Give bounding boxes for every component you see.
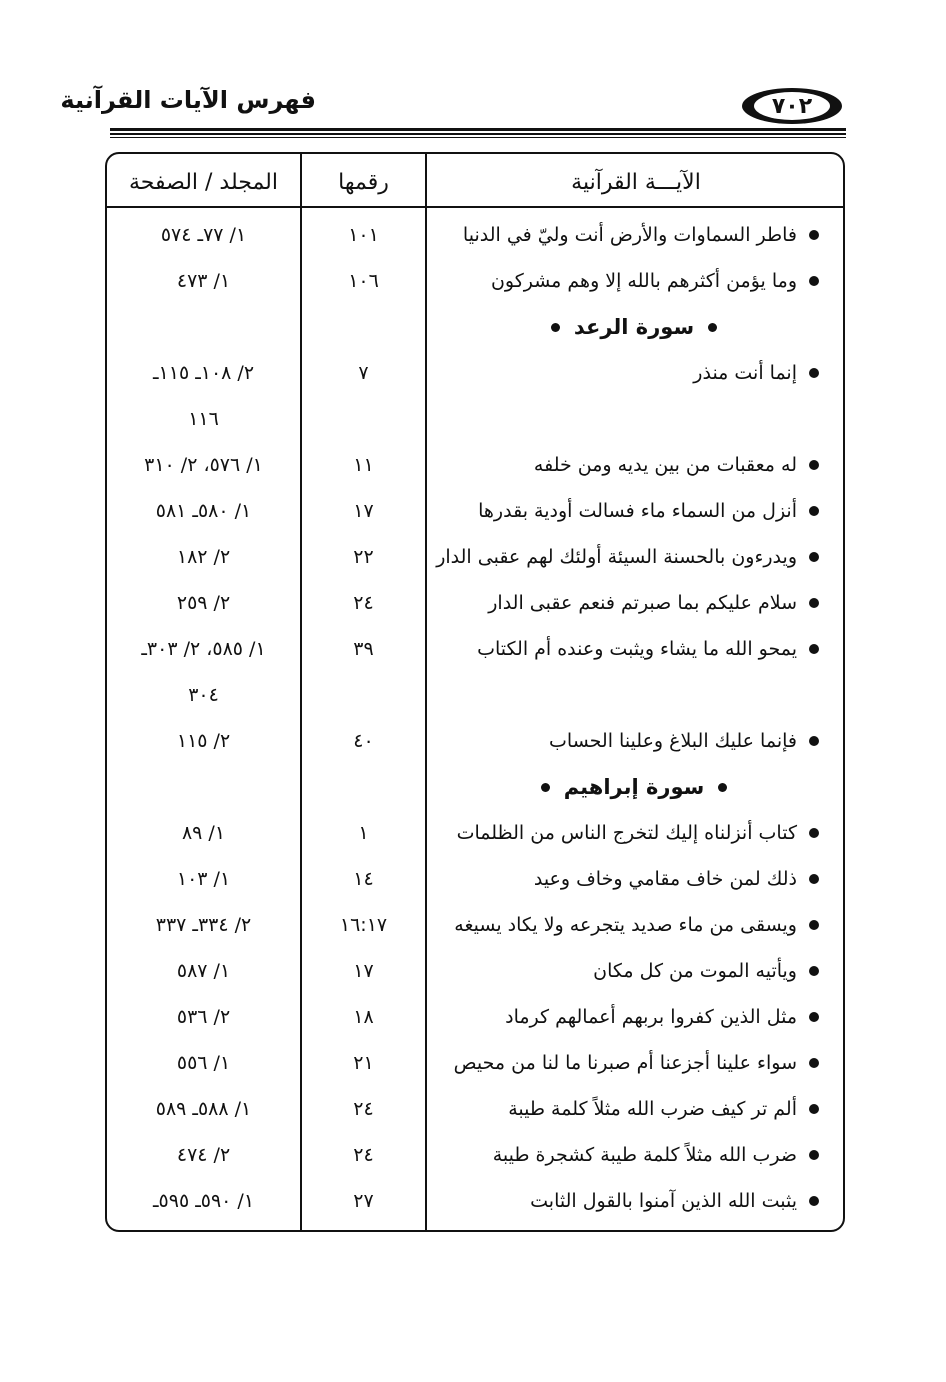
verse-text: سواء علينا أجزعنا أم صبرنا ما لنا من محيص: [453, 1052, 797, 1074]
header-divider: [107, 206, 843, 208]
table-row: [107, 442, 843, 488]
bullet-icon: [809, 874, 819, 884]
verse-number: ٢٧: [353, 1190, 374, 1212]
surah-title-text: سورة إبراهيم: [563, 775, 705, 799]
verse-cell: [427, 534, 841, 580]
volume-page-ref: ١١٦: [188, 408, 219, 430]
verse-cell: [427, 1040, 841, 1086]
verse-text: يثبت الله الذين آمنوا بالقول الثابت: [530, 1190, 797, 1212]
verse-number: ١١: [353, 454, 374, 476]
bullet-icon: [809, 966, 819, 976]
bullet-icon: [809, 828, 819, 838]
column-header-volume-page: المجلد / الصفحة: [129, 169, 278, 195]
verse-number: ١٦:١٧: [339, 914, 388, 936]
page-number: ٧٠٢: [771, 93, 813, 119]
bullet-icon: [809, 1012, 819, 1022]
volume-page-ref: ١/ ٥٨٧: [176, 960, 231, 982]
bullet-icon: [551, 323, 560, 332]
verse-text: كتاب أنزلناه إليك لتخرج الناس من الظلمات: [456, 822, 797, 844]
verse-number: ٢١: [353, 1052, 374, 1074]
bullet-icon: [809, 368, 819, 378]
column-header-number: رقمها: [338, 169, 389, 195]
verse-number: ١٠٦: [348, 270, 379, 292]
verse-cell: [427, 1178, 841, 1224]
bullet-icon: [809, 460, 819, 470]
volume-page-ref: ٢/ ١٠٨ـ ١١٥ـ: [152, 362, 255, 384]
surah-title: [427, 304, 841, 350]
volume-page-ref: ٢/ ٥٣٦: [176, 1006, 231, 1028]
volume-page-ref: ٢/ ٤٧٤: [176, 1144, 231, 1166]
table-row: [107, 948, 843, 994]
bullet-icon: [809, 230, 819, 240]
volume-page-ref: ١/ ٥٧٦، ٢/ ٣١٠: [144, 454, 263, 476]
verse-text: سلام عليكم بما صبرتم فنعم عقبى الدار: [488, 592, 797, 614]
volume-page-ref: ١/ ٥٨٨ـ ٥٨٩: [155, 1098, 252, 1120]
verse-number: ٧: [358, 362, 369, 384]
table-row: [107, 994, 843, 1040]
verse-cell: [427, 350, 841, 396]
verse-cell: [427, 856, 841, 902]
volume-page-ref: ١/ ٥٨٥، ٢/ ٣٠٣ـ: [141, 638, 266, 660]
verse-number: ١٧: [353, 960, 374, 982]
bullet-icon: [809, 1104, 819, 1114]
verse-text: أنزل من السماء ماء فسالت أودية بقدرها: [478, 500, 797, 522]
verse-text: ألم تر كيف ضرب الله مثلاً كلمة طيبة: [508, 1098, 797, 1120]
table-row: [107, 672, 843, 718]
surah-title-text: سورة الرعد: [573, 315, 695, 339]
table-body: [107, 212, 843, 1224]
verse-number: ١: [358, 822, 369, 844]
verse-text: له معقبات من بين يديه ومن خلفه: [533, 454, 797, 476]
table-row: [107, 1132, 843, 1178]
volume-page-ref: ١/ ٥٥٦: [176, 1052, 231, 1074]
bullet-icon: [809, 552, 819, 562]
volume-page-ref: ١/ ٧٧ـ ٥٧٤: [160, 224, 247, 246]
surah-heading-row: [107, 304, 843, 350]
verse-cell: [427, 994, 841, 1040]
volume-page-ref: ٢/ ١٨٢: [176, 546, 231, 568]
bullet-icon: [708, 323, 717, 332]
volume-page-ref: ١/ ٥٨٠ـ ٥٨١: [155, 500, 252, 522]
table-row: [107, 902, 843, 948]
verse-text: ويأتيه الموت من كل مكان: [593, 960, 797, 982]
verse-cell: [427, 1086, 841, 1132]
table-row: [107, 626, 843, 672]
verse-text: فإنما عليك البلاغ وعلينا الحساب: [549, 730, 797, 752]
page-number-badge: [740, 86, 844, 126]
table-row: [107, 258, 843, 304]
verse-number: ٤٠: [353, 730, 374, 752]
verse-number: ١٨: [353, 1006, 374, 1028]
verse-text: وما يؤمن أكثرهم بالله إلا وهم مشركون: [490, 270, 797, 292]
verse-text: مثل الذين كفروا بربهم أعمالهم كرماد: [505, 1006, 797, 1028]
verse-text: ضرب الله مثلاً كلمة طيبة كشجرة طيبة: [492, 1144, 797, 1166]
bullet-icon: [718, 783, 727, 792]
bullet-icon: [809, 276, 819, 286]
table-row: [107, 580, 843, 626]
table-row: [107, 212, 843, 258]
surah-title: [427, 764, 841, 810]
verse-cell: [427, 488, 841, 534]
table-row: [107, 810, 843, 856]
header-rule: [110, 133, 846, 135]
bullet-icon: [809, 920, 819, 930]
volume-page-ref: ٢/ ٣٣٤ـ ٣٣٧: [155, 914, 252, 936]
header-rule: [110, 137, 846, 138]
surah-heading-row: [107, 764, 843, 810]
verse-text: ذلك لمن خاف مقامي وخاف وعيد: [533, 868, 797, 890]
bullet-icon: [809, 736, 819, 746]
header-rule: [110, 128, 846, 131]
volume-page-ref: ١/ ١٠٣: [176, 868, 231, 890]
verse-number: ٢٢: [353, 546, 374, 568]
table-row: [107, 396, 843, 442]
table-row: [107, 350, 843, 396]
verse-number: ١٤: [353, 868, 374, 890]
table-row: [107, 534, 843, 580]
volume-page-ref: ٣٠٤: [188, 684, 219, 706]
volume-page-ref: ٢/ ١١٥: [176, 730, 231, 752]
verse-text: يمحو الله ما يشاء ويثبت وعنده أم الكتاب: [477, 638, 797, 660]
verse-text: ويسقى من ماء صديد يتجرعه ولا يكاد يسيغه: [454, 914, 797, 936]
verse-cell: [427, 212, 841, 258]
verse-cell: [427, 580, 841, 626]
volume-page-ref: ١/ ٤٧٣: [176, 270, 231, 292]
verse-text: فاطر السماوات والأرض أنت وليّ في الدنيا: [462, 224, 797, 246]
bullet-icon: [809, 1196, 819, 1206]
verse-cell: [427, 626, 841, 672]
verse-cell: [427, 1132, 841, 1178]
verse-cell: [427, 810, 841, 856]
verse-number: ٢٤: [353, 1144, 374, 1166]
table-row: [107, 488, 843, 534]
verse-text: إنما أنت منذر: [693, 362, 797, 384]
table-row: [107, 718, 843, 764]
volume-page-ref: ٢/ ٢٥٩: [176, 592, 231, 614]
bullet-icon: [809, 506, 819, 516]
verse-cell: [427, 442, 841, 488]
verse-number: ١٠١: [348, 224, 379, 246]
page-header: [0, 0, 946, 150]
table-row: [107, 1178, 843, 1224]
bullet-icon: [541, 783, 550, 792]
verse-cell: [427, 258, 841, 304]
bullet-icon: [809, 644, 819, 654]
verse-number: ٢٤: [353, 592, 374, 614]
table-row: [107, 856, 843, 902]
verse-number: ١٧: [353, 500, 374, 522]
verse-cell: [427, 902, 841, 948]
table-row: [107, 1040, 843, 1086]
bullet-icon: [809, 1058, 819, 1068]
verse-text: ويدرءون بالحسنة السيئة أولئك لهم عقبى الدار: [436, 546, 797, 568]
verse-index-table: [105, 152, 845, 1232]
verse-cell: [427, 948, 841, 994]
verse-cell: [427, 718, 841, 764]
bullet-icon: [809, 1150, 819, 1160]
verse-number: ٣٩: [353, 638, 374, 660]
header-title: فهرس الآيات القرآنية: [60, 86, 316, 114]
verse-number: ٢٤: [353, 1098, 374, 1120]
volume-page-ref: ١/ ٨٩: [181, 822, 226, 844]
volume-page-ref: ١/ ٥٩٠ـ ٥٩٥ـ: [152, 1190, 255, 1212]
bullet-icon: [809, 598, 819, 608]
column-header-verse: الآيـــة القرآنية: [571, 169, 701, 195]
table-row: [107, 1086, 843, 1132]
